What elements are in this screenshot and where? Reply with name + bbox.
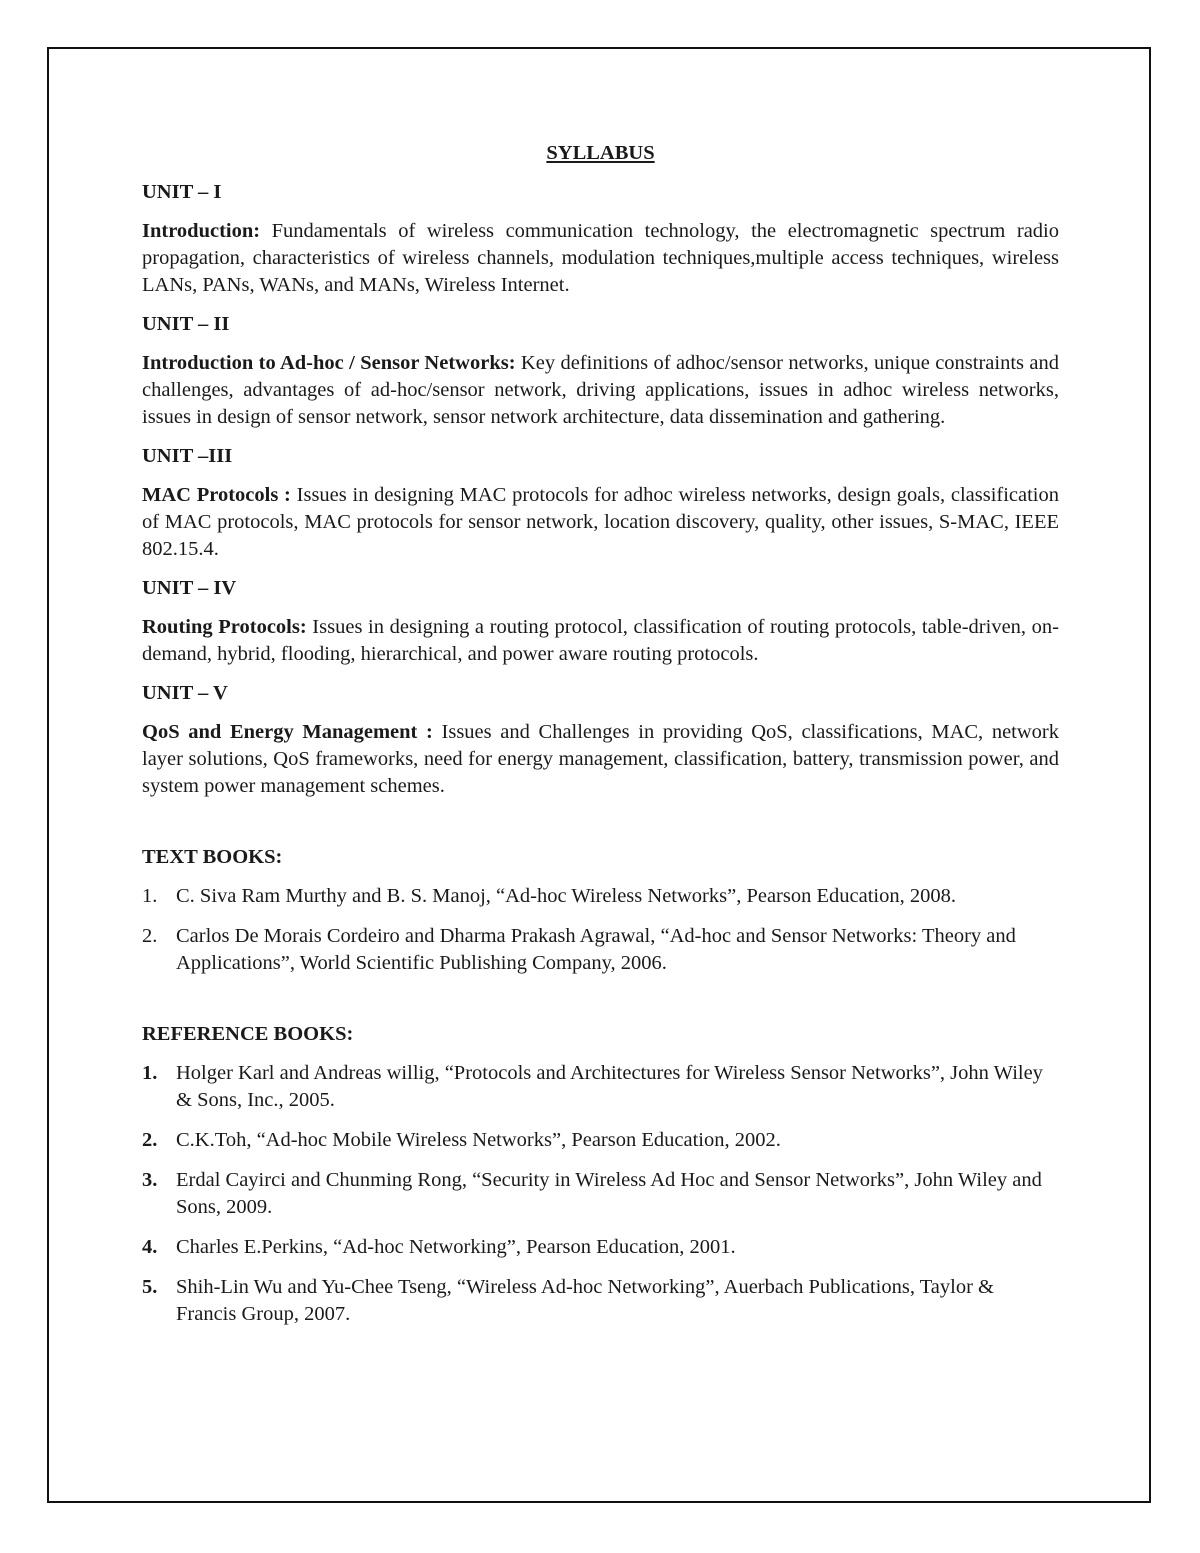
unit-4 [142, 575, 1059, 668]
unit-topics-text: Fundamentals of wireless communication technology, the electromagnetic spectrum radio propagation, characteristics of wireless channels, modulation techniques,multiple access techniques, wireless LANs, PANs, WANs, and MANs, Wireless Internet. [142, 220, 1059, 296]
unit-topics-text: Key definitions of adhoc/sensor networks, unique constraints and challenges, advantages of ad-hoc/sensor network, driving applications, issues in adhoc wireless networks, issues in design of sensor network, sensor network architecture, data dissemination and gathering. [142, 352, 1059, 428]
unit-3 [142, 443, 1059, 563]
list-item [142, 923, 1059, 977]
list-item-text: Shih-Lin Wu and Yu-Chee Tseng, “Wireless Ad-hoc Networking”, Auerbach Publications, Taylor & Francis Group, 2007. [176, 1276, 994, 1325]
list-item-number: 5. [142, 1276, 158, 1298]
list-item-number: 1. [142, 885, 158, 907]
unit-topic: MAC Protocols : [142, 484, 291, 506]
reference-books-heading: REFERENCE BOOKS: [142, 1023, 354, 1045]
list-item [142, 883, 1059, 910]
list-item [142, 1234, 1059, 1261]
unit-topics-text: Issues in designing MAC protocols for adhoc wireless networks, design goals, classification of MAC protocols, MAC protocols for sensor network, location discovery, quality, other issues, S-MAC, IEEE 802.15.4. [142, 484, 1060, 560]
list-item [142, 1274, 1059, 1328]
unit-heading: UNIT – I [142, 181, 222, 203]
list-item-number: 1. [142, 1062, 158, 1084]
list-item-text: Charles E.Perkins, “Ad-hoc Networking”, Pearson Education, 2001. [176, 1236, 736, 1258]
unit-topic: Introduction to Ad-hoc / Sensor Networks: [142, 352, 516, 374]
unit-1 [142, 179, 1059, 299]
unit-5 [142, 680, 1059, 800]
text-books-heading: TEXT BOOKS: [142, 846, 283, 868]
unit-heading: UNIT – IV [142, 577, 237, 599]
page-title: SYLLABUS [546, 142, 655, 164]
unit-heading: UNIT – V [142, 682, 228, 704]
list-item [142, 1167, 1059, 1221]
list-item-number: 2. [142, 925, 158, 947]
list-item-number: 4. [142, 1236, 158, 1258]
unit-description [142, 719, 1059, 800]
unit-description [142, 218, 1059, 299]
unit-topic: QoS and Energy Management : [142, 721, 433, 743]
unit-heading: UNIT – II [142, 313, 230, 335]
unit-topic: Routing Protocols: [142, 616, 307, 638]
unit-heading: UNIT –III [142, 445, 233, 467]
list-item-number: 3. [142, 1169, 158, 1191]
list-item-text: Carlos De Morais Cordeiro and Dharma Prakash Agrawal, “Ad-hoc and Sensor Networks: Theory and Applications”, World Scientific Publishing Company, 2006. [176, 925, 1016, 974]
unit-description [142, 614, 1059, 668]
unit-2 [142, 311, 1059, 431]
unit-topics-text: Issues and Challenges in providing QoS, classifications, MAC, network layer solutions, QoS frameworks, need for energy management, classification, battery, transmission power, and system power management schemes. [142, 721, 1060, 797]
unit-topics-text: Issues in designing a routing protocol, classification of routing protocols, table-driven, on-demand, hybrid, flooding, hierarchical, and power aware routing protocols. [142, 616, 1060, 665]
list-item-text: C. Siva Ram Murthy and B. S. Manoj, “Ad-hoc Wireless Networks”, Pearson Education, 2008. [176, 885, 956, 907]
list-item-text: C.K.Toh, “Ad-hoc Mobile Wireless Networks”, Pearson Education, 2002. [176, 1129, 781, 1151]
text-books-list [142, 883, 1059, 977]
unit-topic: Introduction: [142, 220, 261, 242]
list-item-number: 2. [142, 1129, 158, 1151]
unit-description [142, 482, 1059, 563]
list-item [142, 1060, 1059, 1114]
unit-description [142, 350, 1059, 431]
list-item [142, 1127, 1059, 1154]
list-item-text: Holger Karl and Andreas willig, “Protocols and Architectures for Wireless Sensor Networks”, John Wiley & Sons, Inc., 2005. [176, 1062, 1043, 1111]
reference-books-list [142, 1060, 1059, 1328]
list-item-text: Erdal Cayirci and Chunming Rong, “Security in Wireless Ad Hoc and Sensor Networks”, John Wiley and Sons, 2009. [176, 1169, 1042, 1218]
syllabus-document [142, 140, 1059, 1341]
